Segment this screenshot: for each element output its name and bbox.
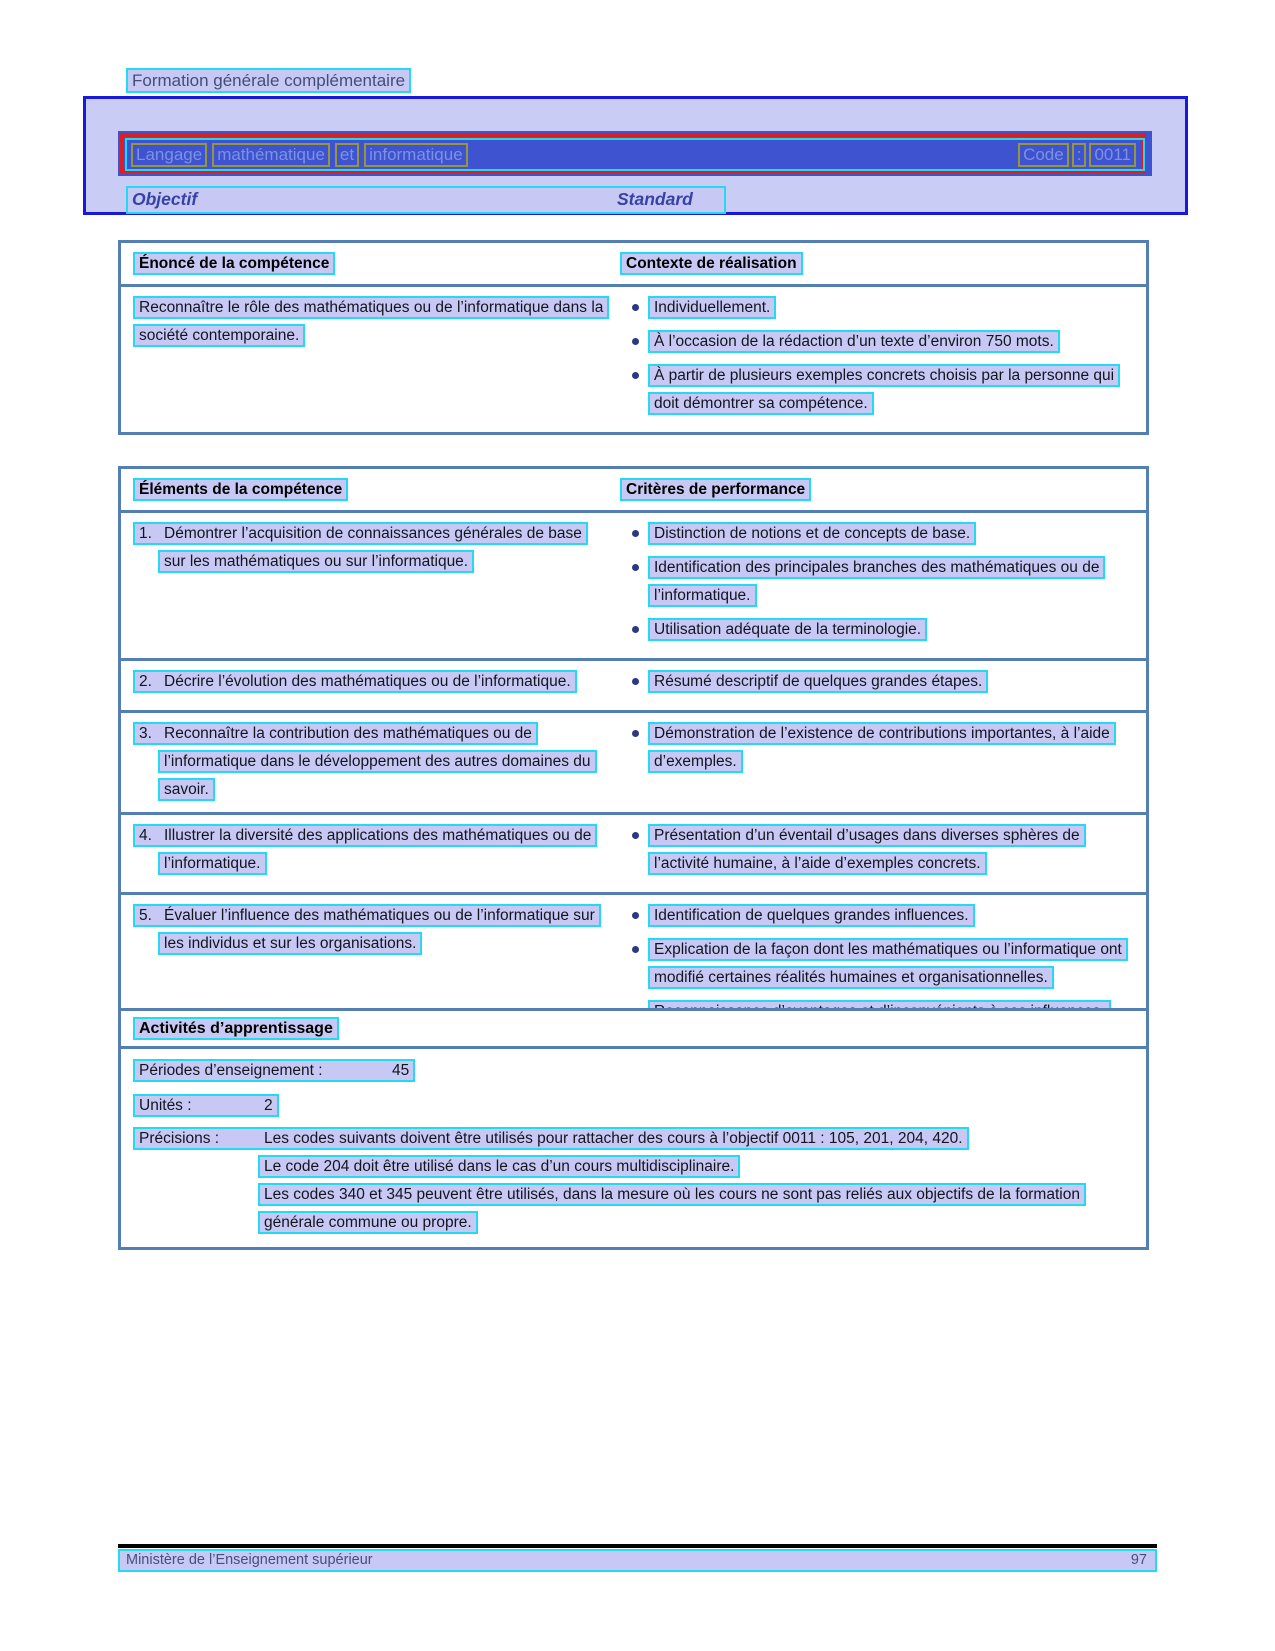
footer-page-number: 97 xyxy=(1130,1552,1147,1568)
element-number: 4. xyxy=(139,827,152,844)
list-item xyxy=(620,720,1136,776)
element-row-3 xyxy=(121,710,1146,812)
element-statement: Illustrer la diversité des applications des mathématiques ou de l’informatique. xyxy=(164,827,592,872)
element-row-4 xyxy=(121,812,1146,892)
banner-word: Langage xyxy=(131,143,207,167)
header-cell-right xyxy=(620,478,1136,502)
precisions-line xyxy=(258,1153,1103,1181)
code-word: Code xyxy=(1018,143,1069,167)
list-item xyxy=(620,902,1136,930)
criteres-cell xyxy=(620,822,1138,884)
banner-word: mathématique xyxy=(212,143,330,167)
enonce-row xyxy=(121,287,1146,432)
critere-text: Présentation d’un éventail d’usages dans diverses sphères de l’activité humaine, à l’aide d’exemples concrets. xyxy=(648,824,1086,875)
bullet-icon xyxy=(632,678,639,685)
criteres-list xyxy=(620,520,1136,644)
critere-text: Résumé descriptif de quelques grandes étapes. xyxy=(648,670,988,693)
element-number: 3. xyxy=(139,725,152,742)
element-cell xyxy=(133,520,620,650)
contexte-item-text: À l’occasion de la rédaction d’un texte d’environ 750 mots. xyxy=(648,330,1060,353)
critere-text: Démonstration de l’existence de contributions importantes, à l’aide d’exemples. xyxy=(648,722,1116,773)
element-text xyxy=(133,670,577,693)
unites-line xyxy=(133,1094,279,1117)
element-cell xyxy=(133,720,620,804)
bullet-icon xyxy=(632,946,639,953)
header-enonce: Énoncé de la compétence xyxy=(133,252,335,275)
precisions-line-text: Les codes 340 et 345 peuvent être utilisés, dans la mesure où les cours ne sont pas reliés aux objectifs de la formation générale commune ou propre. xyxy=(258,1183,1086,1234)
precisions-text xyxy=(133,1127,969,1150)
bullet-icon xyxy=(632,626,639,633)
competence-statement: Reconnaître le rôle des mathématiques ou de l’informatique dans la société contemporaine. xyxy=(133,296,609,347)
list-item xyxy=(620,328,1136,356)
element-row-2 xyxy=(121,658,1146,710)
element-statement: Décrire l’évolution des mathématiques ou de l’informatique. xyxy=(164,673,571,690)
header-contexte: Contexte de réalisation xyxy=(620,252,803,275)
periodes-row xyxy=(121,1049,1146,1088)
header-cell-left xyxy=(133,252,620,276)
list-item xyxy=(620,362,1136,418)
precisions-row xyxy=(121,1123,1146,1247)
critere-text: Identification des principales branches des mathématiques ou de l’informatique. xyxy=(648,556,1105,607)
header-elements: Éléments de la compétence xyxy=(133,478,348,501)
bullet-icon xyxy=(632,564,639,571)
criteres-cell xyxy=(620,668,1138,702)
precisions-label: Précisions : xyxy=(139,1130,220,1147)
unites-label: Unités : xyxy=(139,1097,192,1114)
criteres-list xyxy=(620,668,1136,696)
annotation-line-highlight xyxy=(125,138,1145,171)
page-header-label xyxy=(126,71,411,91)
bullet-icon xyxy=(632,730,639,737)
code-word: : xyxy=(1072,143,1087,167)
criteres-list xyxy=(620,822,1136,878)
objectif-standard-highlight xyxy=(126,186,726,214)
standard-heading: Standard xyxy=(617,189,693,209)
page-header-text: Formation générale complémentaire xyxy=(126,68,411,93)
precisions-line-text: Les codes suivants doivent être utilisés pour rattacher des cours à l’objectif 0011 : 105, 201, 204, 420. xyxy=(264,1130,963,1147)
footer-highlight xyxy=(118,1549,1157,1572)
banner-word: informatique xyxy=(364,143,468,167)
page-footer xyxy=(118,1544,1157,1572)
activites-title: Activités d’apprentissage xyxy=(133,1017,339,1040)
contexte-item-text: Individuellement. xyxy=(648,296,776,319)
list-item xyxy=(620,668,1136,696)
critere-text: Explication de la façon dont les mathématiques ou l’informatique ont modifié certaines réalités humaines et organisationnelles. xyxy=(648,938,1128,989)
criteres-list xyxy=(620,720,1136,776)
bullet-icon xyxy=(632,530,639,537)
activites-header xyxy=(121,1011,1146,1049)
element-number: 1. xyxy=(139,525,152,542)
element-statement: Démontrer l’acquisition de connaissances générales de base sur les mathématiques ou sur l’informatique. xyxy=(164,525,582,570)
bullet-icon xyxy=(632,372,639,379)
periodes-line xyxy=(133,1059,415,1082)
elements-table-header xyxy=(121,469,1146,513)
element-cell xyxy=(133,668,620,702)
criteres-cell xyxy=(620,720,1138,804)
bullet-icon xyxy=(632,338,639,345)
enonce-table xyxy=(118,240,1149,435)
critere-text: Identification de quelques grandes influences. xyxy=(648,904,975,927)
list-item xyxy=(620,822,1136,878)
header-criteres: Critères de performance xyxy=(620,478,811,501)
critere-text: Utilisation adéquate de la terminologie. xyxy=(648,618,927,641)
critere-text: Distinction de notions et de concepts de base. xyxy=(648,522,976,545)
header-cell-right xyxy=(620,252,1136,276)
footer-rule xyxy=(118,1544,1157,1548)
list-item xyxy=(620,294,1136,322)
header-cell-left xyxy=(133,478,620,502)
precisions-first-line xyxy=(133,1125,1093,1153)
criteres-cell xyxy=(620,520,1138,650)
elements-table xyxy=(118,466,1149,1043)
objectif-standard-row xyxy=(126,186,726,214)
list-item xyxy=(620,936,1136,992)
element-row-1 xyxy=(121,513,1146,658)
unites-row xyxy=(121,1088,1146,1123)
element-cell xyxy=(133,822,620,884)
unites-value: 2 xyxy=(264,1097,273,1114)
element-text xyxy=(133,722,597,801)
activites-table xyxy=(118,1008,1149,1250)
competence-statement-cell xyxy=(133,294,620,424)
precisions-line-text: Le code 204 doit être utilisé dans le cas d’un cours multidisciplinaire. xyxy=(258,1155,740,1178)
list-item xyxy=(620,616,1136,644)
periodes-label: Périodes d’enseignement : xyxy=(139,1062,323,1079)
course-code xyxy=(1018,143,1139,167)
course-banner xyxy=(118,131,1152,176)
bullet-icon xyxy=(632,304,639,311)
code-word: 0011 xyxy=(1089,143,1136,167)
element-text xyxy=(133,904,601,955)
element-statement: Reconnaître la contribution des mathématiques ou de l’informatique dans le développement des autres domaines du savoir. xyxy=(164,725,591,798)
precisions-line xyxy=(258,1181,1103,1237)
element-text xyxy=(133,824,597,875)
element-number: 5. xyxy=(139,907,152,924)
objectif-heading: Objectif xyxy=(132,189,198,209)
element-statement: Évaluer l’influence des mathématiques ou de l’informatique sur les individus et sur les organisations. xyxy=(164,907,595,952)
enonce-table-header xyxy=(121,243,1146,287)
contexte-item-text: À partir de plusieurs exemples concrets choisis par la personne qui doit démontrer sa compétence. xyxy=(648,364,1120,415)
element-text xyxy=(133,522,588,573)
periodes-value: 45 xyxy=(392,1062,410,1079)
contexte-cell xyxy=(620,294,1138,424)
list-item xyxy=(620,554,1136,610)
banner-word: et xyxy=(335,143,359,167)
bullet-icon xyxy=(632,912,639,919)
footer-ministry-text: Ministère de l’Enseignement supérieur xyxy=(126,1552,373,1568)
element-number: 2. xyxy=(139,673,152,690)
bullet-icon xyxy=(632,832,639,839)
contexte-list xyxy=(620,294,1136,418)
list-item xyxy=(620,520,1136,548)
